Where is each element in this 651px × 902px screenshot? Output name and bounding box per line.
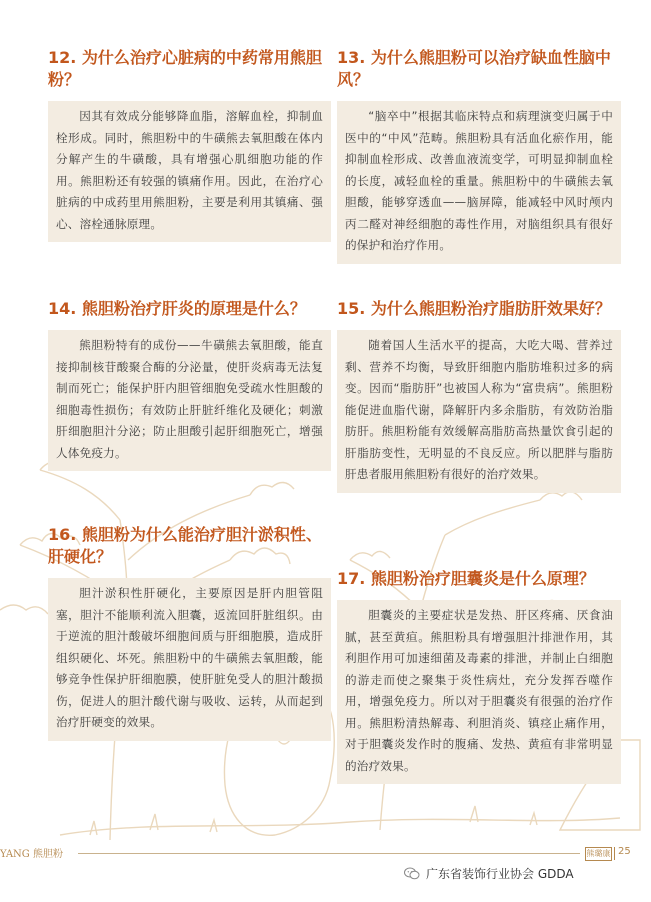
footer-divider [78, 853, 580, 854]
footer-logo: 熊璐康 [585, 847, 612, 861]
question-title: 15. 为什么熊胆粉治疗脂肪肝效果好？ [337, 299, 611, 318]
faq-section-14 [48, 298, 331, 471]
answer-text: “脑卒中”根据其临床特点和病理演变归属于中医中的“中风”范畴。熊胆粉具有活血化瘀作用，能抑制血栓形成、改善血液流变学，可明显抑制血栓的长度，减轻血栓的重量。熊胆粉中的牛磺熊去氧胆酸，能够穿透血——脑屏障，能减轻中风时颅内丙二醛对神经细胞的毒性作用，对脑组织具有很好的保护和治疗作用。 [337, 101, 621, 264]
question-title: 13. 为什么熊胆粉可以治疗缺血性脑中风？ [337, 48, 611, 89]
answer-text: 熊胆粉特有的成份——牛磺熊去氧胆酸，能直接抑制核苷酸聚合酶的分泌量，使肝炎病毒无法复制而死亡；能保护肝内胆管细胞免受疏水性胆酸的细胞毒性损伤；有效防止肝脏纤维化及硬化；刺激肝细胞胆汁分泌；防止胆酸引起肝细胞死亡，增强人体免疫力。 [48, 330, 331, 471]
answer-text: 胆汁淤积性肝硬化，主要原因是肝内胆管阻塞，胆汁不能顺利流入胆囊，返流回肝脏组织。由于逆流的胆汁酸破坏细胞间质与肝细胞膜，造成肝组织硬化、坏死。熊胆粉中的牛磺熊去氧胆酸，能够竞争性保护肝细胞膜，使肝脏免受人的胆汁酸损伤，促进人的胆汁酸代谢与吸收、运转，从而起到治疗肝硬变的效果。 [48, 578, 331, 741]
watermark-text: 广东省装饰行业协会 GDDA [426, 867, 574, 881]
question-title: 14. 熊胆粉治疗肝炎的原理是什么？ [48, 299, 306, 318]
faq-section-13 [337, 47, 621, 264]
page-number: 25 [618, 846, 631, 857]
answer-text: 因其有效成分能够降血脂，溶解血栓，抑制血栓形成。同时，熊胆粉中的牛磺熊去氧胆酸在体内分解产生的牛磺酸，具有增强心肌细胞功能的作用。熊胆粉还有较强的镇痛作用。因此，在治疗心脏病的中成药里用熊胆粉，主要是利用其镇痛、强心、溶栓通脉原理。 [48, 101, 331, 242]
answer-text: 随着国人生活水平的提高，大吃大喝、营养过剩、营养不均衡，导致肝细胞内脂肪堆积过多的病变。因而“脂肪肝”也被国人称为“富贵病”。熊胆粉能促进血脂代谢，降解肝内多余脂肪，有效防治脂肪肝。熊胆粉能有效缓解高脂肪高热量饮食引起的肝脂肪变性，无明显的不良反应。所以肥胖与脂肪肝患者服用熊胆粉有很好的治疗效果。 [337, 330, 621, 493]
question-title: 17. 熊胆粉治疗胆囊炎是什么原理？ [337, 569, 595, 588]
question-title: 16. 熊胆粉为什么能治疗胆汁淤积性、肝硬化？ [48, 525, 322, 566]
watermark [404, 865, 574, 882]
footer-separator [614, 847, 615, 860]
question-title: 12. 为什么治疗心脏病的中药常用熊胆粉？ [48, 48, 322, 89]
faq-section-17 [337, 568, 621, 784]
wechat-icon [404, 867, 420, 880]
faq-section-12 [48, 47, 331, 242]
faq-section-15 [337, 298, 621, 493]
answer-text: 胆囊炎的主要症状是发热、肝区疼痛、厌食油腻，甚至黄疸。熊胆粉具有增强胆汁排泄作用，其利胆作用可加速细菌及毒素的排泄，并制止白细胞的游走而使之聚集于炎性病灶，充分发挥吞噬作用，增强免疫力。所以对于胆囊炎有很强的治疗作用。熊胆粉清热解毒、利胆消炎、镇痉止痛作用，对于胆囊炎发作时的腹痛、发热、黄疸有非常明显的治疗效果。 [337, 600, 621, 784]
faq-section-16 [48, 524, 331, 741]
footer-brand: YANG 熊胆粉 [0, 849, 63, 860]
